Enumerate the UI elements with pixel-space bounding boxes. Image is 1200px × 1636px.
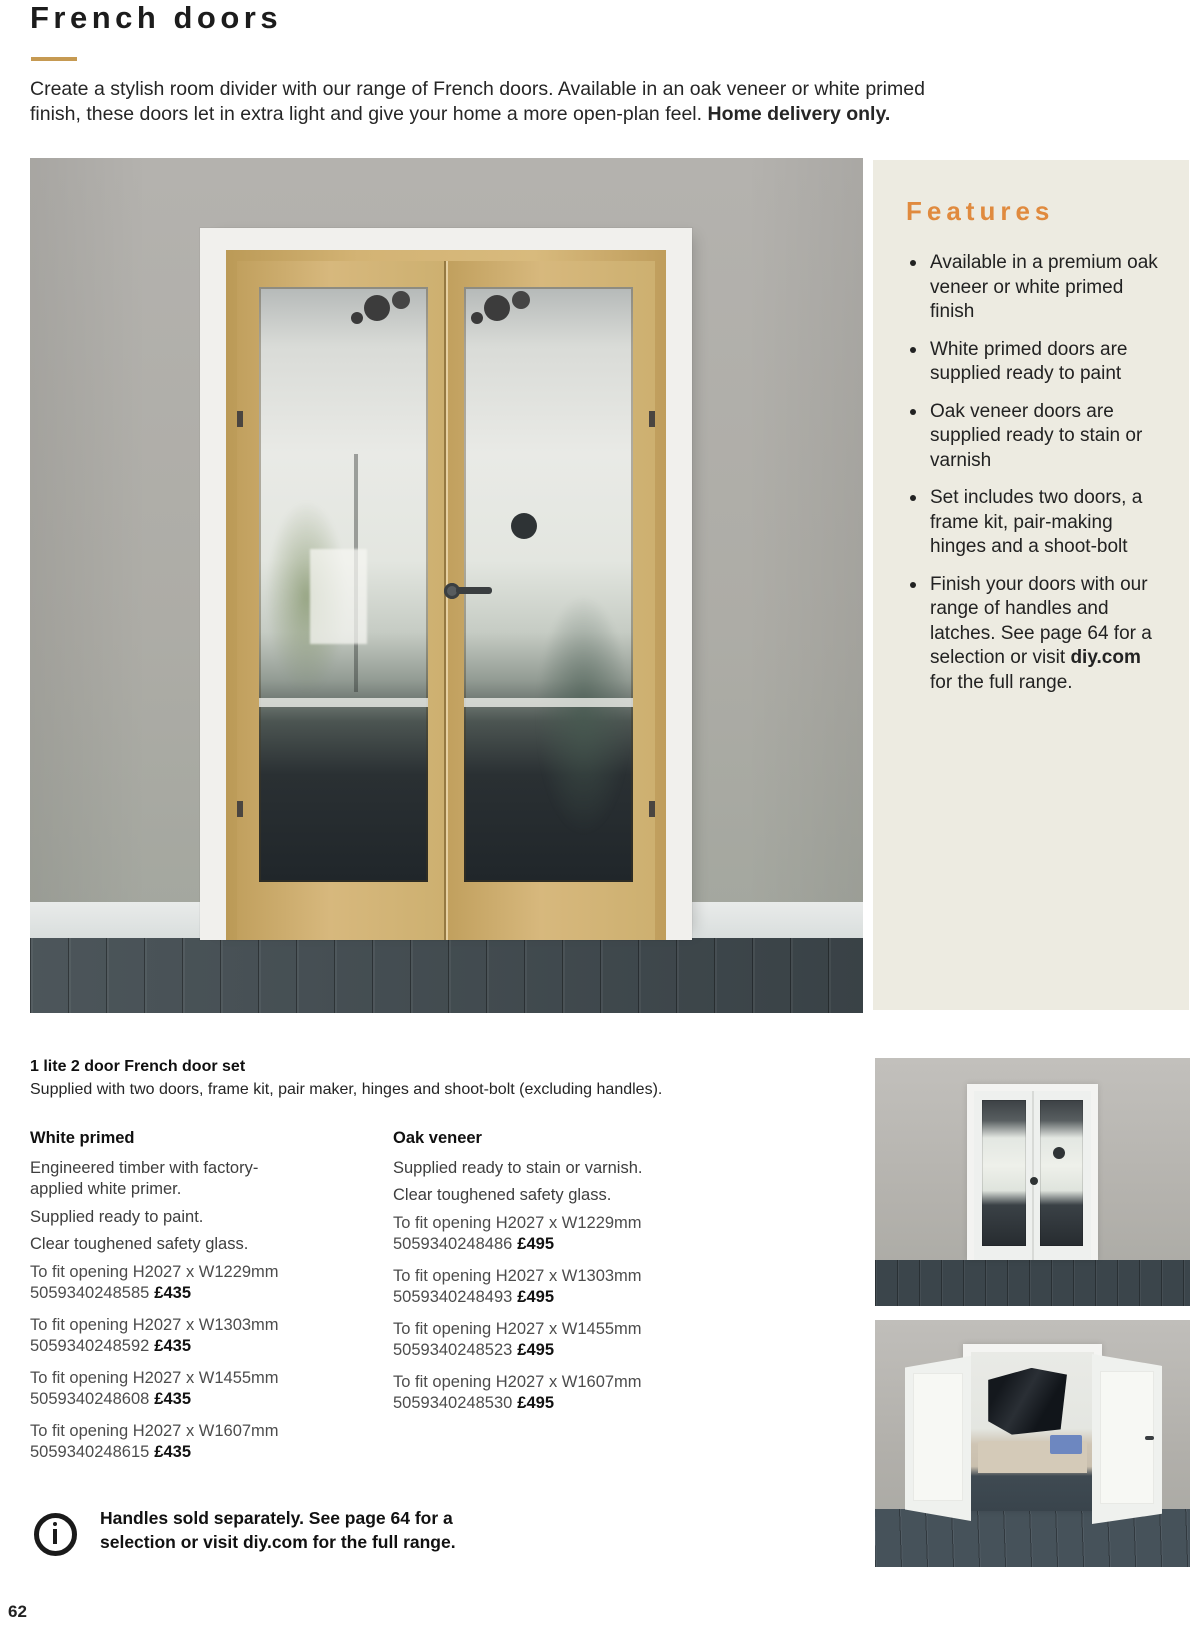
product-item <box>30 1368 340 1411</box>
door-leaves <box>974 1091 1091 1260</box>
intro-bold: Home delivery only. <box>707 103 891 125</box>
sku-line <box>393 1287 703 1309</box>
info-icon <box>34 1513 77 1556</box>
doorway-interior <box>971 1352 1094 1511</box>
title-underline-rule <box>31 57 77 61</box>
feature-text: Finish your doors with our range of handles and latches. See page 64 for a selection or visit <box>930 573 1152 668</box>
sku-line <box>30 1283 340 1305</box>
price-text: £495 <box>517 1288 555 1306</box>
price-text: £435 <box>154 1284 192 1302</box>
right-glass-panel <box>464 287 633 882</box>
product-item <box>393 1213 703 1256</box>
oak-door-frame <box>226 250 666 940</box>
column-note: Clear toughened safety glass. <box>393 1186 612 1204</box>
price-text: £495 <box>517 1394 555 1412</box>
column-note: Supplied ready to stain or varnish. <box>393 1158 643 1177</box>
table-reflection <box>259 698 428 707</box>
feature-text: for the full range. <box>930 671 1073 693</box>
feature-text: Oak veneer doors are supplied ready to stain or varnish <box>930 400 1143 471</box>
door-handle <box>1030 1177 1038 1185</box>
price-text: £435 <box>154 1390 192 1408</box>
feature-item <box>906 573 1165 696</box>
fit-text: To fit opening H2027 x W1303mm <box>30 1315 279 1334</box>
handle-lever <box>456 587 492 594</box>
sku-line <box>30 1336 340 1358</box>
table-reflection <box>464 698 633 707</box>
round-reflection <box>511 513 537 539</box>
door-handle <box>1145 1436 1154 1440</box>
wood-floor <box>875 1260 1190 1306</box>
sku-text: 5059340248493 <box>393 1288 513 1306</box>
left-glass-panel <box>982 1100 1026 1246</box>
fit-text: To fit opening H2027 x W1229mm <box>30 1262 279 1281</box>
features-heading: Features <box>906 196 1055 226</box>
price-text: £495 <box>517 1341 555 1359</box>
sku-text: 5059340248530 <box>393 1394 513 1412</box>
sku-text: 5059340248592 <box>30 1337 150 1355</box>
plant-reflection <box>537 596 630 834</box>
product-item <box>30 1262 340 1305</box>
left-door-leaf <box>237 261 446 940</box>
right-glass-panel <box>1040 1100 1084 1246</box>
feature-text: White primed doors are supplied ready to paint <box>930 338 1128 384</box>
fit-text: To fit opening H2027 x W1229mm <box>393 1213 642 1232</box>
right-door-leaf <box>446 261 655 940</box>
handles-note: Handles sold separately. See page 64 for a selection or visit diy.com for the full range. <box>100 1508 456 1552</box>
door-leaves <box>237 261 655 940</box>
wall-art <box>988 1368 1067 1435</box>
fit-text: To fit opening H2027 x W1303mm <box>393 1266 642 1285</box>
features-panel <box>873 160 1189 1010</box>
feature-item <box>906 338 1165 387</box>
price-text: £435 <box>154 1443 192 1461</box>
left-door-leaf <box>974 1091 1034 1260</box>
column-note: Clear toughened safety glass. <box>30 1235 249 1253</box>
product-item <box>393 1266 703 1309</box>
product-item <box>30 1315 340 1358</box>
column-note: Supplied ready to paint. <box>30 1207 204 1226</box>
diy-com-text: diy.com <box>1070 647 1141 668</box>
product-description: Supplied with two doors, frame kit, pair maker, hinges and shoot-bolt (excluding handles). <box>30 1081 663 1098</box>
hinge-icon <box>649 411 655 427</box>
round-reflection <box>1053 1147 1065 1159</box>
sku-text: 5059340248585 <box>30 1284 150 1302</box>
hinge-icon <box>237 801 243 817</box>
page-title: French doors <box>30 0 283 35</box>
sku-line <box>393 1234 703 1256</box>
price-text: £435 <box>154 1337 192 1355</box>
right-door-leaf <box>1034 1091 1092 1260</box>
lamp-reflection <box>484 295 510 321</box>
features-list <box>906 251 1165 695</box>
column-note: Engineered timber with factory-applied white primer. <box>30 1158 259 1198</box>
column-heading: Oak veneer <box>393 1129 482 1147</box>
sku-line <box>393 1340 703 1362</box>
door-architrave <box>200 228 692 940</box>
wall-highlight <box>310 549 367 644</box>
sku-text: 5059340248523 <box>393 1341 513 1359</box>
open-left-door-leaf <box>905 1356 971 1521</box>
page-number: 62 <box>8 1602 27 1621</box>
fit-text: To fit opening H2027 x W1455mm <box>30 1368 279 1387</box>
sku-line <box>393 1393 703 1415</box>
price-text: £495 <box>517 1235 555 1253</box>
intro-body: Create a stylish room divider with our range of French doors. Available in an oak veneer or white primed finish, these doors let in extra light and give your home a more open-plan feel. <box>30 78 925 125</box>
photo-white-primed-doors-open <box>875 1320 1190 1567</box>
feature-item <box>906 400 1165 474</box>
feature-item <box>906 486 1165 560</box>
fit-text: To fit opening H2027 x W1607mm <box>30 1421 279 1440</box>
sku-line <box>30 1442 340 1464</box>
photo-white-primed-doors-closed <box>875 1058 1190 1306</box>
blue-cushion <box>1050 1435 1082 1454</box>
glass-pane <box>913 1373 963 1502</box>
product-item <box>393 1319 703 1362</box>
door-architrave <box>967 1084 1098 1260</box>
sku-text: 5059340248608 <box>30 1390 150 1408</box>
column-white-primed <box>30 1128 340 1474</box>
intro-text <box>30 77 975 127</box>
wood-floor <box>875 1509 1190 1567</box>
feature-text: Set includes two doors, a frame kit, pair-making hinges and a shoot-bolt <box>930 487 1143 557</box>
fit-text: To fit opening H2027 x W1607mm <box>393 1372 642 1391</box>
open-right-door-leaf <box>1092 1354 1162 1524</box>
hinge-icon <box>649 801 655 817</box>
feature-item <box>906 251 1165 325</box>
left-glass-panel <box>259 287 428 882</box>
main-photo-oak-french-doors <box>30 158 863 1013</box>
feature-text: Available in a premium oak veneer or white primed finish <box>930 252 1158 322</box>
column-oak-veneer <box>393 1128 703 1425</box>
sku-line <box>30 1389 340 1411</box>
product-item <box>393 1372 703 1415</box>
hinge-icon <box>237 411 243 427</box>
lamp-reflection <box>364 295 390 321</box>
wood-floor <box>30 938 863 1013</box>
product-name: 1 lite 2 door French door set <box>30 1058 246 1075</box>
sku-text: 5059340248486 <box>393 1235 513 1253</box>
product-item <box>30 1421 340 1464</box>
door-architrave <box>963 1344 1102 1511</box>
sku-text: 5059340248615 <box>30 1443 150 1461</box>
column-heading: White primed <box>30 1129 135 1147</box>
fit-text: To fit opening H2027 x W1455mm <box>393 1319 642 1338</box>
